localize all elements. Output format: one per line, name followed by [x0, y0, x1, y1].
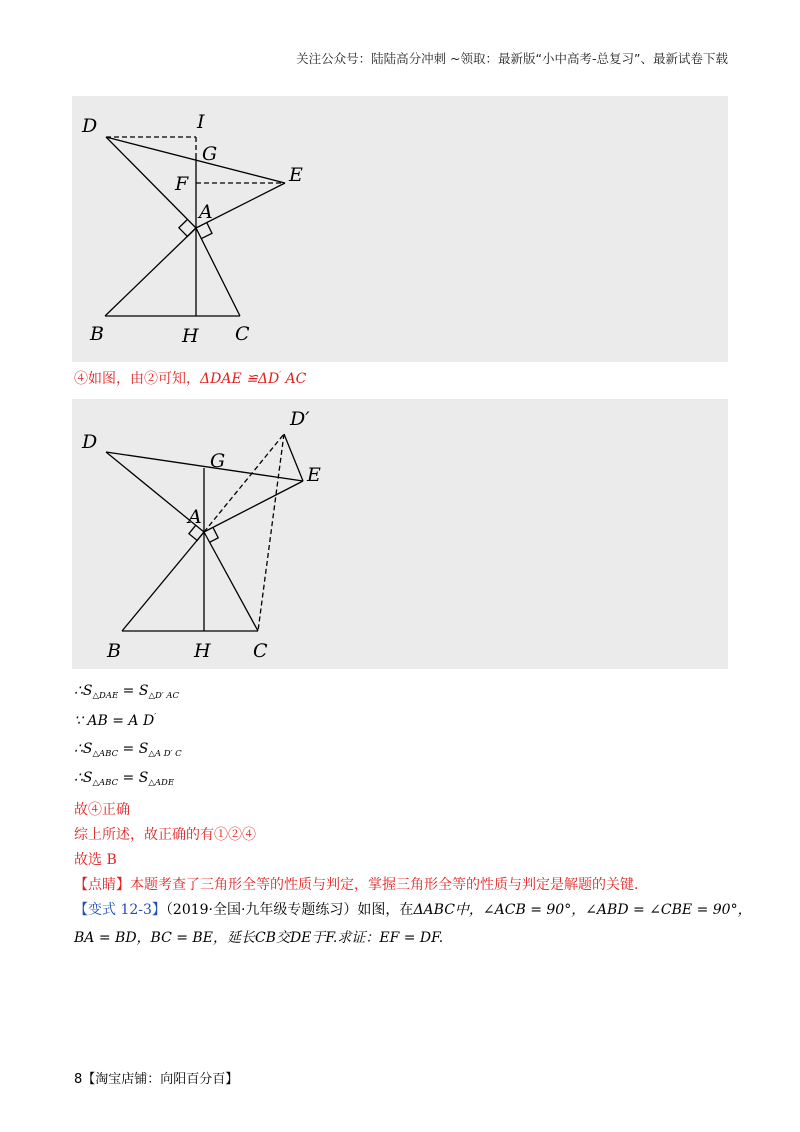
proof-2-pre: ∵ — [74, 713, 88, 729]
segment-ED-prime — [284, 434, 303, 481]
label-H: H — [182, 325, 199, 347]
segment-AE — [204, 481, 303, 532]
proof-4-sub1: △ABC — [92, 778, 119, 788]
proof-2-text: AB = A D — [87, 713, 155, 729]
label-C: C — [235, 323, 250, 345]
segment-AB — [105, 228, 196, 316]
variant-math-1: ΔABC中，∠ACB = 90°，∠ABD = ∠CBE = 90°， — [413, 902, 752, 918]
figure-2 — [72, 399, 728, 669]
label-E: E — [289, 164, 303, 186]
page-number: 8 — [74, 1072, 83, 1087]
proof-1-sub1: △DAE — [92, 691, 119, 701]
label-G: G — [210, 450, 226, 472]
proof-line-2 — [74, 712, 156, 729]
label-B: B — [107, 640, 121, 662]
conclusion-answer: 故选 B — [74, 852, 117, 868]
next-problem-line-1 — [74, 899, 752, 919]
label-I: I — [197, 111, 205, 133]
figure-1-svg — [72, 96, 728, 362]
comment-line: 【点睛】本题考查了三角形全等的性质与判定，掌握三角形全等的性质与判定是解题的关键. — [74, 877, 639, 893]
right-angle-mark-left — [179, 219, 196, 236]
label-E: E — [307, 464, 321, 486]
label-D-prime: D′ — [290, 408, 310, 430]
right-angle-mark-right — [209, 527, 218, 542]
page-header: 关注公众号：陆陆高分冲刺 ~领取：最新版“小中高考-总复习”、最新试卷下载 — [296, 51, 728, 66]
step4-prime: ′ — [279, 370, 282, 379]
shop-label: 【淘宝店铺：向阳百分百】 — [82, 1072, 239, 1087]
segment-AC — [204, 532, 258, 631]
figure-2-svg — [72, 399, 728, 669]
conclusion-step4: 故④正确 — [74, 802, 130, 818]
step4-tail: AC — [281, 371, 307, 387]
step4-intro: ④如图，由②可知， — [74, 371, 200, 387]
conclusion-summary: 综上所述，故正确的有①②④ — [74, 827, 256, 843]
next-problem-line-2: BA = BD，BC = BE，延长CB交DE于F.求证：EF = DF. — [74, 930, 444, 946]
label-F: F — [175, 173, 189, 195]
label-D: D — [82, 431, 98, 453]
segment-D-prime-C-dashed — [258, 434, 284, 631]
segment-AB — [122, 532, 204, 631]
variant-source: （2019·全国·九年级专题练习）如图，在 — [165, 902, 414, 918]
variant-tag: 【变式 12-3】 — [74, 902, 166, 918]
proof-line-4 — [74, 770, 174, 788]
proof-line-1 — [74, 683, 179, 701]
label-G: G — [202, 143, 218, 165]
label-H: H — [194, 640, 211, 662]
proof-3-pre: ∴S — [74, 741, 93, 757]
proof-1-eq: = S — [118, 683, 149, 699]
label-D: D — [82, 115, 98, 137]
proof-3-sub2: △A D′ C — [148, 749, 182, 759]
proof-3-eq: = S — [118, 741, 149, 757]
page-footer — [74, 1068, 238, 1087]
label-A: A — [199, 201, 213, 223]
step4-line — [74, 368, 306, 388]
label-A: A — [188, 506, 202, 528]
proof-4-sub2: △ADE — [148, 778, 175, 788]
proof-1-sub2: △D′ AC — [148, 691, 180, 701]
proof-4-pre: ∴S — [74, 770, 93, 786]
proof-3-sub1: △ABC — [92, 749, 119, 759]
figure-1 — [72, 96, 728, 362]
proof-line-3 — [74, 741, 182, 759]
proof-1-pre: ∴S — [74, 683, 93, 699]
label-B: B — [90, 323, 104, 345]
proof-2-prime: ′ — [154, 712, 157, 721]
proof-4-eq: = S — [118, 770, 149, 786]
label-C: C — [253, 640, 268, 662]
step4-math: ΔDAE ≌ΔD — [200, 371, 280, 387]
segment-AC — [196, 228, 240, 316]
segment-AD-prime-dashed — [204, 434, 284, 532]
